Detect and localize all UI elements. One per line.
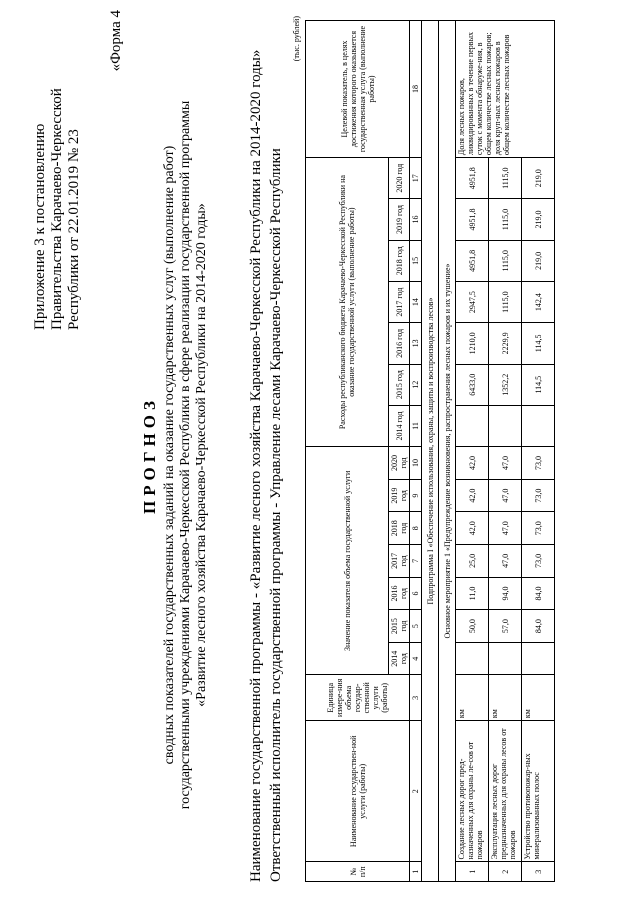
year-header: 2015 год xyxy=(389,610,410,643)
expense-cell: 1352,2 xyxy=(489,364,522,405)
year-header: 2019 год xyxy=(389,479,410,512)
col-number: 4 xyxy=(410,642,422,675)
col-number: 15 xyxy=(410,240,422,281)
expense-cell xyxy=(456,405,489,446)
year-header: 2015 год xyxy=(389,364,410,405)
subtitle-line-1: сводных показателей государственных заданий на оказание государственных услуг (выполнение работ) xyxy=(162,145,177,765)
volume-cell: 73,0 xyxy=(522,447,555,480)
volume-cell: 50,0 xyxy=(456,610,489,643)
volume-cell: 73,0 xyxy=(522,512,555,545)
volume-cell: 84,0 xyxy=(522,610,555,643)
col-number: 12 xyxy=(410,364,422,405)
volume-cell xyxy=(522,642,555,675)
program-name: Наименование государственной программы - «Развитие лесного хозяйства Карачаево-Черкесской Республики на 2014-2020 годы» xyxy=(248,49,264,882)
expense-cell: 2229,9 xyxy=(489,323,522,364)
header-target: Целевой показатель, в целях достижения которого оказывается государственная услуга (выполнение работы) xyxy=(306,21,410,158)
col-number: 10 xyxy=(410,447,422,480)
volume-cell: 42,0 xyxy=(456,479,489,512)
col-number: 9 xyxy=(410,479,422,512)
col-number: 6 xyxy=(410,577,422,610)
expense-cell: 1115,0 xyxy=(489,240,522,281)
expense-cell: 4951,8 xyxy=(456,158,489,199)
appendix-note xyxy=(32,30,83,330)
col-number: 8 xyxy=(410,512,422,545)
col-number: 16 xyxy=(410,199,422,240)
year-header: 2017 год xyxy=(389,281,410,322)
appendix-line-1: Приложение 3 к постановлению xyxy=(32,123,48,330)
year-header: 2016 год xyxy=(389,577,410,610)
expense-cell: 4951,8 xyxy=(456,199,489,240)
program-executor: Ответственный исполнитель государственной программы - Управление лесами Карачаево-Черкесской Республики xyxy=(268,148,284,882)
expense-cell: 114,5 xyxy=(522,364,555,405)
volume-cell xyxy=(489,642,522,675)
document-title: ПРОГНОЗ xyxy=(140,396,159,514)
column-number-row xyxy=(410,21,422,882)
expense-cell: 219,0 xyxy=(522,240,555,281)
header-volume: Значение показателя объема государственной услуги xyxy=(306,447,389,675)
volume-cell: 42,0 xyxy=(456,512,489,545)
col-number: 5 xyxy=(410,610,422,643)
col-number: 14 xyxy=(410,281,422,322)
document-page xyxy=(0,10,628,900)
year-header: 2018 год xyxy=(389,240,410,281)
expense-cell: 4951,8 xyxy=(456,240,489,281)
row-target: Доля лесных пожаров, ликвидированных в течение первых суток с момента обнаруже-ния, в общем количестве лесных пожаров; доля круп-ных лесных пожаров в общем количестве лесных пожаров xyxy=(456,21,555,158)
year-header: 2014 год xyxy=(389,405,410,446)
year-header: 2017 год xyxy=(389,545,410,578)
appendix-line-3: Республики от 22.01.2019 № 23 xyxy=(66,129,82,330)
volume-cell: 84,0 xyxy=(522,577,555,610)
header-num: № п/п xyxy=(306,862,410,882)
expense-cell: 6433,0 xyxy=(456,364,489,405)
expense-cell: 142,4 xyxy=(522,281,555,322)
volume-cell: 42,0 xyxy=(456,447,489,480)
year-header: 2019 год xyxy=(389,199,410,240)
program-info xyxy=(246,12,286,882)
row-unit: км xyxy=(522,675,555,721)
expense-cell: 1115,0 xyxy=(489,281,522,322)
row-unit: км xyxy=(489,675,522,721)
expense-cell: 219,0 xyxy=(522,158,555,199)
col-number: 13 xyxy=(410,323,422,364)
volume-cell: 73,0 xyxy=(522,479,555,512)
year-header: 2020 год xyxy=(389,447,410,480)
col-number: 2 xyxy=(410,721,422,862)
year-header: 2014 год xyxy=(389,642,410,675)
volume-cell: 47,0 xyxy=(489,545,522,578)
main-event-title: Основное мероприятие 1 «Предупреждение возникновения, распространения лесных пожаров и их тушение» xyxy=(439,21,456,882)
subprogram-title: Подпрограмма I «Обеспечение использования, охраны, защиты и воспроизводства лесов» xyxy=(422,21,439,882)
header-unit: Единица измере-ния объема государ-ственной услуги (работы) xyxy=(306,675,410,721)
table-row xyxy=(456,21,489,882)
subtitle-line-3: «Развитие лесного хозяйства Карачаево-Черкесской Республики на 2014-2020 годы» xyxy=(194,203,209,707)
appendix-line-2: Правительства Карачаево-Черкесской xyxy=(49,88,65,330)
volume-cell: 25,0 xyxy=(456,545,489,578)
volume-cell: 47,0 xyxy=(489,479,522,512)
year-header: 2016 год xyxy=(389,323,410,364)
header-service: Наименование государствен-ной услуги (работы) xyxy=(306,721,410,862)
forecast-table xyxy=(305,20,555,882)
row-unit: км xyxy=(456,675,489,721)
subtitle-line-2: государственными учреждениями Карачаево-Черкесской Республики в сфере реализации государственной программы xyxy=(178,100,193,810)
expense-cell: 1115,0 xyxy=(489,158,522,199)
row-service-name: Создание лесных дорог пред-назначенных для охраны ле-сов от пожаров xyxy=(456,721,489,862)
col-number: 7 xyxy=(410,545,422,578)
col-number: 1 xyxy=(410,862,422,882)
expense-cell: 219,0 xyxy=(522,199,555,240)
volume-cell: 47,0 xyxy=(489,512,522,545)
row-num: 3 xyxy=(522,862,555,882)
row-service-name: Эксплуатация лесных дорог предназначенных для охраны лесов от пожаров xyxy=(489,721,522,862)
volume-cell: 47,0 xyxy=(489,447,522,480)
expense-cell xyxy=(489,405,522,446)
document-subtitle xyxy=(162,10,210,900)
volume-cell: 73,0 xyxy=(522,545,555,578)
volume-cell xyxy=(456,642,489,675)
units-note: (тыс. рублей) xyxy=(292,16,301,62)
year-header: 2018 год xyxy=(389,512,410,545)
expense-cell: 114,5 xyxy=(522,323,555,364)
col-number: 17 xyxy=(410,158,422,199)
expense-cell: 1210,0 xyxy=(456,323,489,364)
year-header: 2020 год xyxy=(389,158,410,199)
row-num: 1 xyxy=(456,862,489,882)
form-label: «Форма 4 xyxy=(108,10,124,72)
header-expenses: Расходы республиканского бюджета Карачаево-Черкесской Республики на оказание государственной услуги (выполнение работы) xyxy=(306,158,389,447)
col-number: 11 xyxy=(410,405,422,446)
row-num: 2 xyxy=(489,862,522,882)
volume-cell: 11,0 xyxy=(456,577,489,610)
expense-cell: 1115,0 xyxy=(489,199,522,240)
row-service-name: Устройство противопожар-ных минерализованных полос xyxy=(522,721,555,862)
col-number: 18 xyxy=(410,21,422,158)
col-number: 3 xyxy=(410,675,422,721)
volume-cell: 94,0 xyxy=(489,577,522,610)
expense-cell: 2947,5 xyxy=(456,281,489,322)
expense-cell xyxy=(522,405,555,446)
volume-cell: 57,0 xyxy=(489,610,522,643)
